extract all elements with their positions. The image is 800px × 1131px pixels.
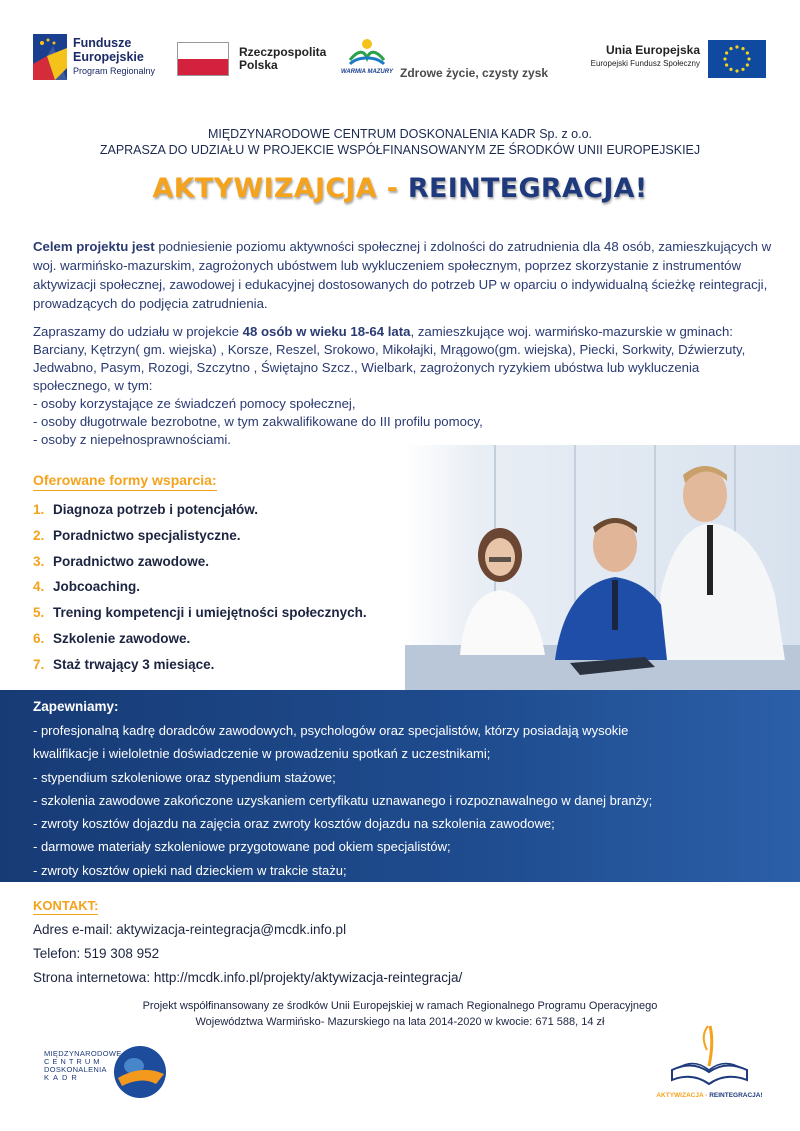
- office-team-photo: [405, 445, 800, 695]
- contact-block: [33, 918, 773, 990]
- guarantee-item: - zwroty kosztów dojazdu na zajęcia oraz zwroty kosztów dojazdu na szkolenia zawodowe;: [33, 816, 555, 832]
- eu-star: [746, 63, 749, 66]
- invite-bold: 48 osób w wieku 18-64 lata: [242, 324, 411, 339]
- contact-email[interactable]: Adres e-mail: aktywizacja-reintegracja@mcdk.info.pl: [33, 922, 347, 937]
- offer-item-text: Szkolenie zawodowe.: [53, 630, 191, 646]
- invite-paragraph: [33, 323, 773, 449]
- ue-line1: Unia Europejska: [605, 43, 700, 57]
- ar-caption: [652, 1092, 767, 1099]
- warmia-mazury-icon: [341, 36, 393, 80]
- guarantee-item: - zwroty kosztów opieki nad dzieckiem w trakcie stażu;: [33, 862, 347, 878]
- rp-text: [239, 46, 326, 72]
- eu-star: [729, 47, 732, 50]
- aktywizacja-reintegracja-logo: [652, 1022, 767, 1102]
- guarantee-item: - szkolenia zawodowe zakończone uzyskaniem certyfikatu uznawanego i rozpoznawalnego w danej branży;: [33, 792, 653, 808]
- polish-flag-icon: [177, 42, 229, 76]
- fe-text: [73, 36, 155, 78]
- funding-line1: Projekt współfinansowany ze środków Unii Europejskiej w ramach Regionalnego Programu Operacyjnego: [142, 1000, 658, 1012]
- eu-star: [746, 51, 749, 54]
- eu-star: [735, 69, 738, 72]
- offer-list: [33, 497, 413, 678]
- offer-item-number: 6.: [33, 630, 45, 646]
- mcdk-line3: DOSKONALENIA: [44, 1065, 107, 1074]
- organizer-line2: ZAPRASZA DO UDZIAŁU W PROJEKCIE WSPÓŁFINANSOWANYM ZE ŚRODKÓW UNII EUROPEJSKIEJ: [99, 143, 701, 157]
- title-separator: -: [377, 173, 408, 204]
- eu-star: [725, 63, 728, 66]
- invite-post: , zamieszkujące woj. warmińsko-mazurskie w gminach: Barciany, Kętrzyn( gm. wiejska) , Korsze, Reszel, Srokowo, Mikołajki, Mrągowo(gm. wiejska), Piecki, Sorkwity, Dźwierzuty, Jedwabno, Pasym, Rozogi, Szczytno , Świętajno Szcz., Wielbark, zagrożonych ryzykiem ubóstwa lub wykluczenia społecznego, w tym:: [33, 324, 746, 393]
- globe-icon: [112, 1044, 168, 1100]
- offer-title: Oferowane formy wsparcia:: [33, 472, 217, 491]
- offer-item-number: 3.: [33, 553, 45, 569]
- main-title: [0, 173, 800, 204]
- mcdk-line1: MIĘDZYNARODOWE: [44, 1049, 122, 1058]
- ue-text: [591, 43, 700, 70]
- contact-phone: Telefon: 519 308 952: [33, 946, 160, 961]
- guarantee-item: - darmowe materiały szkoleniowe przygotowane pod okiem specjalistów;: [33, 839, 451, 855]
- fe-flag-icon: [33, 34, 67, 80]
- offer-item-number: 5.: [33, 605, 45, 621]
- offer-item: [33, 549, 413, 575]
- offer-item-number: 7.: [33, 656, 45, 672]
- offer-item-text: Poradnictwo specjalistyczne.: [53, 527, 241, 543]
- offer-item-text: Poradnictwo zawodowe.: [53, 553, 210, 569]
- ue-line2: Europejski Fundusz Społeczny: [590, 59, 700, 68]
- invite-item: - osoby korzystające ze świadczeń pomocy społecznej,: [33, 396, 356, 411]
- organizer-block: [0, 126, 800, 158]
- offer-item-number: 2.: [33, 527, 45, 543]
- guarantee-item: - profesjonalną kadrę doradców zawodowych, psychologów oraz specjalistów, którzy posiadają wysokie: [33, 723, 629, 738]
- offer-item-text: Trening kompetencji i umiejętności społecznych.: [53, 605, 367, 621]
- intro-text: podniesienie poziomu aktywności społecznej i zdolności do zatrudnienia dla 48 osób, zamieszkujących w woj. warmińsko-mazurskim, zagrożonych ubóstwem lub wykluczeniem społecznym, poprzez skorzystanie z instrumentów aktywizacji społecznej, zawodowej i edukacyjnej dostosowanych do potrzeb UP w oparciu o indywidualną ścieżkę reintegracji, prowadzących do podjęcia zatrudnienia.: [33, 239, 772, 311]
- eu-star: [747, 57, 750, 60]
- eu-star: [725, 51, 728, 54]
- header-logos: [0, 0, 800, 100]
- funding-line2: Województwa Warmińsko- Mazurskiego na lata 2014-2020 w kwocie: 671 588, 14 zł: [195, 1016, 605, 1028]
- offer-item: [33, 600, 413, 626]
- unia-europejska-logo: [575, 40, 770, 80]
- eu-star: [723, 57, 726, 60]
- guarantee-title: Zapewniamy:: [33, 699, 119, 714]
- mcdk-line2: CENTRUM: [44, 1057, 103, 1066]
- ar-part1: AKTYWIZACJA: [656, 1092, 704, 1099]
- mcdk-text: [44, 1050, 122, 1082]
- eu-star: [729, 68, 732, 71]
- guarantee-list: [33, 719, 773, 882]
- offer-item: [33, 626, 413, 652]
- eu-star: [735, 45, 738, 48]
- offer-item-text: Jobcoaching.: [53, 579, 141, 595]
- offer-item: [33, 523, 413, 549]
- offer-item-text: Diagnoza potrzeb i potencjałów.: [53, 502, 259, 517]
- intro-paragraph: [33, 237, 773, 313]
- organizer-line1: MIĘDZYNARODOWE CENTRUM DOSKONALENIA KADR Sp. z o.o.: [207, 127, 593, 141]
- offer-item-text: Staż trwający 3 miesiące.: [53, 656, 215, 672]
- offer-item-number: 1.: [33, 502, 45, 517]
- ar-separator: -: [703, 1092, 710, 1099]
- rzeczpospolita-logo: [177, 42, 337, 78]
- offer-item: [33, 652, 413, 678]
- title-part1: AKTYWIZAJCJA: [152, 173, 378, 204]
- invite-item: - osoby z niepełnosprawnościami.: [33, 432, 231, 447]
- rp-line2: Polska: [239, 58, 278, 72]
- fe-line3: Program Regionalny: [73, 66, 156, 76]
- guarantee-item: - stypendium szkoleniowe oraz stypendium stażowe;: [33, 769, 336, 785]
- eu-flag-icon: [708, 40, 766, 78]
- offer-item-number: 4.: [33, 579, 45, 595]
- invite-item: - osoby długotrwale bezrobotne, w tym zakwalifikowane do III profilu pomocy,: [33, 414, 483, 429]
- contact-title: KONTAKT:: [33, 898, 99, 913]
- invite-pre: Zapraszamy do udziału w projekcie: [33, 324, 243, 339]
- wm-logo-text: WARMIA MAZURY: [341, 69, 393, 75]
- fundusze-europejskie-logo: [33, 34, 173, 84]
- ar-part2: REINTEGRACJA!: [709, 1092, 763, 1099]
- wm-slogan: Zdrowe życie, czysty zysk: [400, 66, 549, 80]
- contact-website[interactable]: Strona internetowa: http://mcdk.info.pl/projekty/aktywizacja-reintegracja/: [33, 970, 463, 985]
- rp-line1: Rzeczpospolita: [239, 45, 327, 59]
- mcdk-line4: KADR: [44, 1073, 81, 1082]
- eu-star: [741, 47, 744, 50]
- guarantee-item: kwalifikacje i wieloletnie doświadczenie w prowadzeniu spotkań z uczestnikami;: [33, 746, 491, 762]
- open-book-icon: [652, 1022, 767, 1090]
- title-part2: REINTEGRACJA!: [407, 173, 648, 204]
- warmia-mazury-logo: [341, 36, 564, 86]
- intro-lead: Celem projektu jest: [33, 239, 155, 254]
- offer-item: [33, 497, 413, 523]
- offer-item: [33, 574, 413, 600]
- fe-line1: Fundusze: [73, 36, 132, 50]
- eu-star: [741, 68, 744, 71]
- mcdk-logo: [44, 1044, 184, 1099]
- fe-line2: Europejskie: [73, 50, 144, 64]
